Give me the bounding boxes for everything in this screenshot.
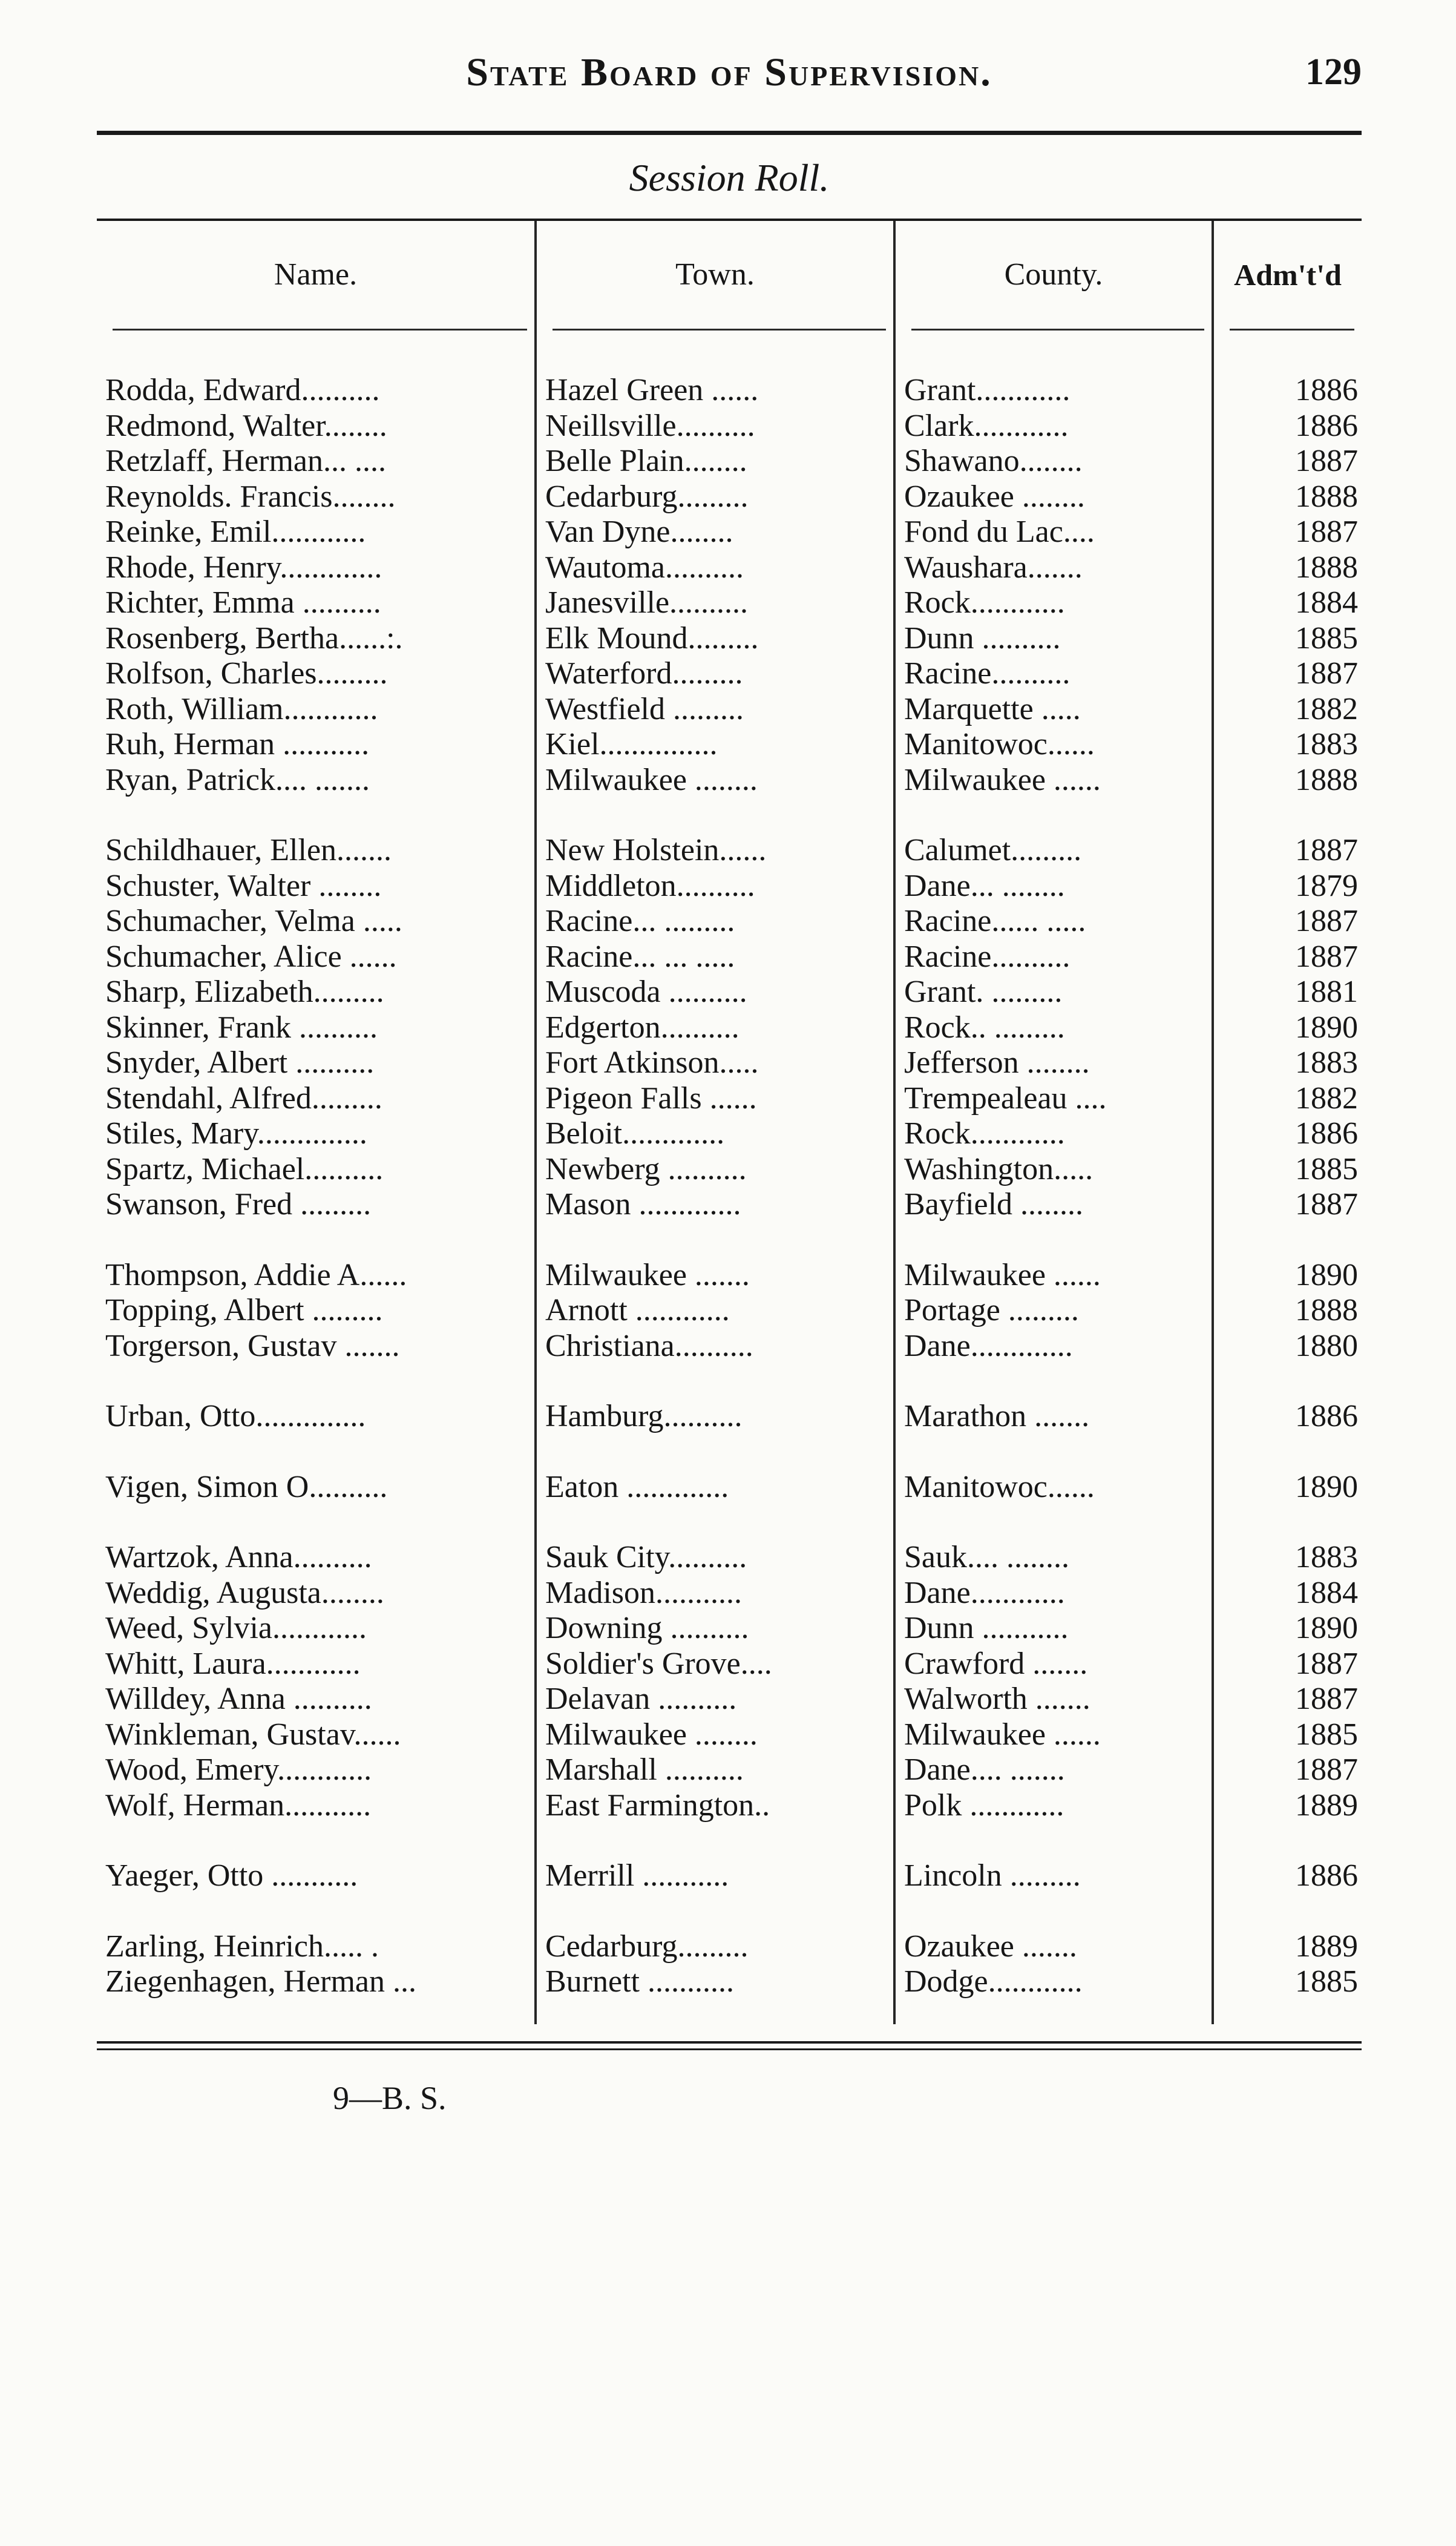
table-row [97,869,1362,904]
group-spacer [97,1435,1362,1470]
county-cell: Trempealeau .... [894,1081,1213,1117]
name-cell: Redmond, Walter........ [105,408,387,443]
admitted-year-cell: 1886 [1213,1858,1362,1894]
county-cell: Rock.. ......... [894,1010,1213,1046]
county-cell: Dodge............ [894,1964,1213,2000]
admitted-year-cell: 1889 [1213,1788,1362,1824]
county-cell: Crawford ....... [894,1646,1213,1682]
name-cell: Schumacher, Velma ..... [105,904,402,938]
town-cell: Muscoda .......... [536,975,894,1010]
county-cell: Manitowoc...... [894,727,1213,763]
admitted-year-cell: 1890 [1213,1010,1362,1046]
admitted-year-cell: 1888 [1213,479,1362,515]
admitted-year-cell: 1882 [1213,692,1362,728]
name-cell: Yaeger, Otto ........... [105,1858,358,1893]
table-row [97,479,1362,515]
table-row [97,1788,1362,1824]
name-cell: Schumacher, Alice ...... [105,939,397,974]
town-cell: Hamburg.......... [536,1399,894,1435]
admitted-year-cell: 1886 [1213,373,1362,409]
table-row [97,1858,1362,1894]
group-spacer [97,1823,1362,1858]
admitted-year-cell: 1887 [1213,833,1362,869]
table-row [97,1470,1362,1505]
town-cell: Waterford......... [536,656,894,692]
name-cell: Rosenberg, Bertha......:. [105,620,403,656]
town-cell: New Holstein...... [536,833,894,869]
page-number: 129 [1305,51,1362,93]
table-row [97,939,1362,975]
table-row [97,1576,1362,1611]
table-row [97,1611,1362,1646]
table-row [97,1081,1362,1117]
admitted-year-cell: 1887 [1213,1682,1362,1717]
table-row [97,550,1362,586]
table-row [97,1399,1362,1435]
column-header-name: Name. [274,257,358,292]
county-cell: Dane............. [894,1329,1213,1364]
section-title: Session Roll. [629,156,830,199]
admitted-year-cell: 1887 [1213,1187,1362,1223]
table-top-spacer [97,331,1362,373]
running-head [97,42,1362,109]
name-cell: Urban, Otto.............. [105,1399,366,1433]
name-cell: Schuster, Walter ........ [105,868,382,903]
county-cell: Racine...... ..... [894,904,1213,939]
admitted-year-cell: 1887 [1213,515,1362,550]
table-row [97,692,1362,728]
county-cell: Portage ......... [894,1293,1213,1329]
admitted-year-cell: 1887 [1213,939,1362,975]
name-cell: Willdey, Anna .......... [105,1682,372,1716]
table-row [97,656,1362,692]
table-row [97,1752,1362,1788]
table-end-spacer [97,2000,1362,2024]
column-header-county: County. [894,221,1213,329]
county-cell: Rock............ [894,1116,1213,1152]
town-cell: Belle Plain........ [536,444,894,479]
county-cell: Bayfield ........ [894,1187,1213,1223]
town-cell: Burnett ........... [536,1964,894,2000]
name-cell: Winkleman, Gustav...... [105,1717,401,1752]
town-cell: Arnott ............ [536,1293,894,1329]
table-row [97,409,1362,444]
county-cell: Grant............ [894,373,1213,409]
table-row [97,1929,1362,1965]
admitted-year-cell: 1890 [1213,1258,1362,1294]
footer-rule [97,2041,1362,2050]
admitted-year-cell: 1885 [1213,621,1362,657]
town-cell: Edgerton.......... [536,1010,894,1046]
group-spacer [97,1894,1362,1929]
name-cell: Reynolds. Francis........ [105,479,396,514]
town-cell: Delavan .......... [536,1682,894,1717]
table-row [97,1964,1362,2000]
table-row [97,585,1362,621]
admitted-year-cell: 1887 [1213,444,1362,479]
column-header-town: Town. [536,221,894,329]
town-cell: Van Dyne........ [536,515,894,550]
table-row [97,1540,1362,1576]
admitted-year-cell: 1888 [1213,763,1362,798]
town-cell: Racine... ......... [536,904,894,939]
town-cell: Racine... ... ..... [536,939,894,975]
name-cell: Snyder, Albert .......... [105,1045,375,1080]
page [97,42,1362,2117]
town-cell: Mason ............. [536,1187,894,1223]
admitted-year-cell: 1879 [1213,869,1362,904]
name-cell: Ryan, Patrick.... ....... [105,762,370,797]
county-cell: Calumet......... [894,833,1213,869]
name-cell: Roth, William............ [105,691,378,726]
county-cell: Dane............ [894,1576,1213,1611]
name-cell: Swanson, Fred ......... [105,1187,372,1222]
admitted-year-cell: 1886 [1213,1399,1362,1435]
admitted-year-cell: 1887 [1213,656,1362,692]
table-row [97,1187,1362,1223]
admitted-year-cell: 1887 [1213,1752,1362,1788]
table-row [97,444,1362,479]
name-cell: Zarling, Heinrich..... . [105,1929,379,1964]
name-cell: Skinner, Frank .......... [105,1010,378,1045]
table-row [97,1152,1362,1188]
town-cell: Milwaukee ........ [536,1717,894,1753]
table-row [97,975,1362,1010]
table-row [97,1010,1362,1046]
running-title: State Board of Supervision. [466,50,992,94]
county-cell: Ozaukee ....... [894,1929,1213,1965]
admitted-year-cell: 1889 [1213,1929,1362,1965]
town-cell: Kiel............... [536,727,894,763]
town-cell: Pigeon Falls ...... [536,1081,894,1117]
town-cell: Madison........... [536,1576,894,1611]
county-cell: Walworth ....... [894,1682,1213,1717]
table-row [97,1717,1362,1753]
county-cell: Lincoln ......... [894,1858,1213,1894]
county-cell: Washington..... [894,1152,1213,1188]
admitted-year-cell: 1884 [1213,1576,1362,1611]
admitted-year-cell: 1883 [1213,727,1362,763]
table-row [97,1293,1362,1329]
name-cell: Topping, Albert ......... [105,1293,383,1327]
town-cell: Cedarburg......... [536,1929,894,1965]
county-cell: Polk ............ [894,1788,1213,1824]
admitted-year-cell: 1886 [1213,1116,1362,1152]
table-row [97,763,1362,798]
group-spacer [97,1364,1362,1399]
admitted-year-cell: 1881 [1213,975,1362,1010]
table-row [97,621,1362,657]
name-cell: Richter, Emma .......... [105,585,381,620]
table-row [97,833,1362,869]
admitted-year-cell: 1883 [1213,1540,1362,1576]
county-cell: Milwaukee ...... [894,763,1213,798]
header-rule [97,131,1362,135]
town-cell: Newberg .......... [536,1152,894,1188]
town-cell: Wautoma.......... [536,550,894,586]
table-row [97,1646,1362,1682]
town-cell: Soldier's Grove.... [536,1646,894,1682]
county-cell: Racine.......... [894,656,1213,692]
table-row [97,1045,1362,1081]
county-cell: Waushara....... [894,550,1213,586]
session-roll-table [97,221,1362,2024]
name-cell: Rodda, Edward.......... [105,373,380,407]
table-row [97,515,1362,550]
county-cell: Jefferson ........ [894,1045,1213,1081]
group-spacer [97,1223,1362,1258]
admitted-year-cell: 1880 [1213,1329,1362,1364]
town-cell: Eaton ............. [536,1470,894,1505]
name-cell: Rhode, Henry............. [105,550,382,585]
admitted-year-cell: 1886 [1213,409,1362,444]
name-cell: Wolf, Herman........... [105,1788,372,1823]
town-cell: Merrill ........... [536,1858,894,1894]
name-cell: Ziegenhagen, Herman ... [105,1964,417,1999]
table-row [97,1116,1362,1152]
admitted-year-cell: 1888 [1213,550,1362,586]
town-cell: Milwaukee ....... [536,1258,894,1294]
county-cell: Ozaukee ........ [894,479,1213,515]
table-row [97,727,1362,763]
town-cell: Fort Atkinson..... [536,1045,894,1081]
admitted-year-cell: 1887 [1213,904,1362,939]
name-cell: Stiles, Mary.............. [105,1116,367,1151]
county-cell: Sauk.... ........ [894,1540,1213,1576]
town-cell: Janesville.......... [536,585,894,621]
town-cell: Milwaukee ........ [536,763,894,798]
roll-body [97,331,1362,2024]
column-header-admitted: Adm't'd [1213,221,1362,329]
admitted-year-cell: 1883 [1213,1045,1362,1081]
admitted-year-cell: 1887 [1213,1646,1362,1682]
town-cell: Marshall .......... [536,1752,894,1788]
county-cell: Dane... ........ [894,869,1213,904]
town-cell: Elk Mound......... [536,621,894,657]
table-row [97,1329,1362,1364]
county-cell: Dunn .......... [894,621,1213,657]
county-cell: Milwaukee ...... [894,1717,1213,1753]
county-cell: Dane.... ....... [894,1752,1213,1788]
group-spacer [97,798,1362,833]
town-cell: Hazel Green ...... [536,373,894,409]
name-cell: Vigen, Simon O.......... [105,1469,388,1504]
table-row [97,904,1362,939]
name-cell: Wood, Emery............ [105,1752,372,1787]
town-cell: Cedarburg......... [536,479,894,515]
admitted-year-cell: 1885 [1213,1964,1362,2000]
admitted-year-cell: 1890 [1213,1611,1362,1646]
county-cell: Clark............ [894,409,1213,444]
town-cell: Beloit............. [536,1116,894,1152]
name-cell: Thompson, Addie A...... [105,1257,407,1292]
admitted-year-cell: 1882 [1213,1081,1362,1117]
town-cell: Neillsville.......... [536,409,894,444]
county-cell: Marquette ..... [894,692,1213,728]
name-cell: Retzlaff, Herman... .... [105,444,386,478]
admitted-year-cell: 1884 [1213,585,1362,621]
admitted-year-cell: 1890 [1213,1470,1362,1505]
county-cell: Rock............ [894,585,1213,621]
table-header-row [97,221,1362,329]
county-cell: Dunn ........... [894,1611,1213,1646]
town-cell: Christiana.......... [536,1329,894,1364]
town-cell: Downing .......... [536,1611,894,1646]
county-cell: Grant. ......... [894,975,1213,1010]
name-cell: Whitt, Laura............ [105,1646,361,1681]
signature-mark: 9—B. S. [333,2079,447,2116]
name-cell: Spartz, Michael.......... [105,1151,384,1186]
group-spacer [97,1505,1362,1540]
county-cell: Marathon ....... [894,1399,1213,1435]
county-cell: Fond du Lac.... [894,515,1213,550]
name-cell: Torgerson, Gustav ....... [105,1328,400,1363]
name-cell: Weed, Sylvia............ [105,1611,367,1645]
name-cell: Rolfson, Charles......... [105,656,388,691]
name-cell: Schildhauer, Ellen....... [105,833,392,867]
name-cell: Wartzok, Anna.......... [105,1540,372,1574]
county-cell: Manitowoc...... [894,1470,1213,1505]
admitted-year-cell: 1885 [1213,1717,1362,1753]
name-cell: Reinke, Emil............ [105,515,366,549]
table-row [97,1258,1362,1294]
name-cell: Sharp, Elizabeth......... [105,975,384,1009]
name-cell: Stendahl, Alfred......... [105,1081,382,1116]
county-cell: Shawano........ [894,444,1213,479]
table-row [97,373,1362,409]
admitted-year-cell: 1885 [1213,1152,1362,1188]
county-cell: Milwaukee ...... [894,1258,1213,1294]
table-row [97,1682,1362,1717]
name-cell: Weddig, Augusta........ [105,1575,384,1610]
town-cell: Middleton.......... [536,869,894,904]
town-cell: Westfield ......... [536,692,894,728]
town-cell: East Farmington.. [536,1788,894,1824]
town-cell: Sauk City.......... [536,1540,894,1576]
admitted-year-cell: 1888 [1213,1293,1362,1329]
county-cell: Racine.......... [894,939,1213,975]
name-cell: Ruh, Herman ........... [105,727,370,761]
